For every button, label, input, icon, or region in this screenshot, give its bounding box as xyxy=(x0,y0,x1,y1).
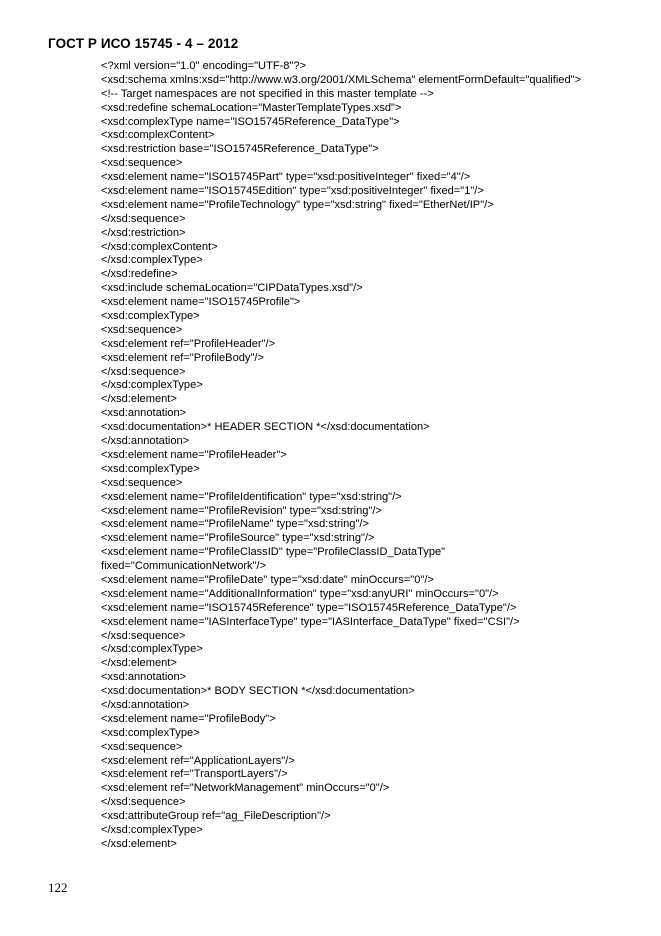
code-line: <xsd:documentation>* HEADER SECTION *</xsd:documentation> xyxy=(101,421,430,434)
code-line: <!-- Target namespaces are not specified in this master template --> xyxy=(101,87,434,100)
page-number: 122 xyxy=(48,880,68,895)
code-line: fixed="CommunicationNetwork"/> xyxy=(101,560,267,573)
code-line: <xsd:element name="ISO15745Reference" type="ISO15745Reference_DataType"/> xyxy=(101,601,517,614)
code-line: </xsd:element> xyxy=(101,393,177,406)
code-line: <xsd:element ref="ApplicationLayers"/> xyxy=(101,754,295,767)
code-line: </xsd:complexType> xyxy=(101,254,203,267)
code-line: <xsd:complexType> xyxy=(101,310,200,323)
code-line: <xsd:element ref="ProfileBody"/> xyxy=(101,351,264,364)
code-line: </xsd:element> xyxy=(101,657,177,670)
code-line: </xsd:sequence> xyxy=(101,212,186,225)
code-line: </xsd:sequence> xyxy=(101,365,186,378)
code-line: <xsd:element name="ProfileTechnology" type="xsd:string" fixed="EtherNet/IP"/> xyxy=(101,198,494,211)
code-line: <xsd:include schemaLocation="CIPDataTypes.xsd"/> xyxy=(101,282,363,295)
code-line: <?xml version="1.0" encoding="UTF-8"?> xyxy=(101,60,307,72)
code-line: <xsd:annotation> xyxy=(101,407,187,420)
code-line: <xsd:element name="ProfileName" type="xsd:string"/> xyxy=(101,518,369,531)
code-line: <xsd:sequence> xyxy=(101,476,183,489)
code-line: <xsd:element name="AdditionalInformation" type="xsd:anyURI" minOccurs="0"/> xyxy=(101,587,499,600)
code-line: </xsd:annotation> xyxy=(101,698,190,711)
code-line: </xsd:annotation> xyxy=(101,435,190,448)
code-line: <xsd:complexType> xyxy=(101,726,200,739)
code-line: <xsd:element ref="NetworkManagement" minOccurs="0"/> xyxy=(101,782,390,795)
code-line: <xsd:element name="ISO15745Profile"> xyxy=(101,296,301,309)
code-line: <xsd:annotation> xyxy=(101,671,187,684)
document-header: ГОСТ Р ИСО 15745 - 4 – 2012 xyxy=(48,36,239,51)
code-line: <xsd:complexType name="ISO15745Reference_DataType"> xyxy=(101,115,400,128)
code-line: <xsd:redefine schemaLocation="MasterTemplateTypes.xsd"> xyxy=(101,101,402,114)
code-line: <xsd:element ref="ProfileHeader"/> xyxy=(101,337,276,350)
code-line: <xsd:complexContent> xyxy=(101,129,215,142)
code-line: </xsd:element> xyxy=(101,837,177,850)
code-line: <xsd:documentation>* BODY SECTION *</xsd:documentation> xyxy=(101,685,415,698)
code-line: </xsd:complexContent> xyxy=(101,240,218,253)
code-line: <xsd:element name="ISO15745Part" type="xsd:positiveInteger" fixed="4"/> xyxy=(101,171,471,184)
xsd-code-listing xyxy=(101,60,641,852)
code-line: <xsd:attributeGroup ref="ag_FileDescription"/> xyxy=(101,810,331,823)
code-line: <xsd:element name="IASInterfaceType" type="IASInterface_DataType" fixed="CSI"/> xyxy=(101,615,520,628)
code-line: <xsd:element name="ProfileClassID" type="ProfileClassID_DataType" xyxy=(101,546,446,559)
code-line: <xsd:element name="ProfileIdentification" type="xsd:string"/> xyxy=(101,490,402,503)
code-line: </xsd:complexType> xyxy=(101,823,203,836)
code-line: <xsd:schema xmlns:xsd="http://www.w3.org/2001/XMLSchema" elementFormDefault="qualified"> xyxy=(101,73,582,86)
code-line: <xsd:element name="ISO15745Edition" type="xsd:positiveInteger" fixed="1"/> xyxy=(101,185,484,198)
code-line: </xsd:complexType> xyxy=(101,379,203,392)
code-line: </xsd:sequence> xyxy=(101,629,186,642)
code-line: <xsd:element name="ProfileRevision" type="xsd:string"/> xyxy=(101,504,382,517)
code-line: <xsd:sequence> xyxy=(101,323,183,336)
code-line: </xsd:redefine> xyxy=(101,268,178,281)
code-line: </xsd:restriction> xyxy=(101,226,186,239)
code-line: <xsd:element name="ProfileBody"> xyxy=(101,712,276,725)
code-line: <xsd:element name="ProfileHeader"> xyxy=(101,448,287,461)
code-line: <xsd:restriction base="ISO15745Reference_DataType"> xyxy=(101,143,379,156)
code-line: <xsd:element name="ProfileDate" type="xsd:date" minOccurs="0"/> xyxy=(101,573,434,586)
code-line: </xsd:sequence> xyxy=(101,796,186,809)
code-line: <xsd:complexType> xyxy=(101,462,200,475)
code-line: <xsd:element name="ProfileSource" type="xsd:string"/> xyxy=(101,532,375,545)
code-line: </xsd:complexType> xyxy=(101,643,203,656)
code-line: <xsd:element ref="TransportLayers"/> xyxy=(101,768,288,781)
code-line: <xsd:sequence> xyxy=(101,740,183,753)
code-line: <xsd:sequence> xyxy=(101,157,183,170)
